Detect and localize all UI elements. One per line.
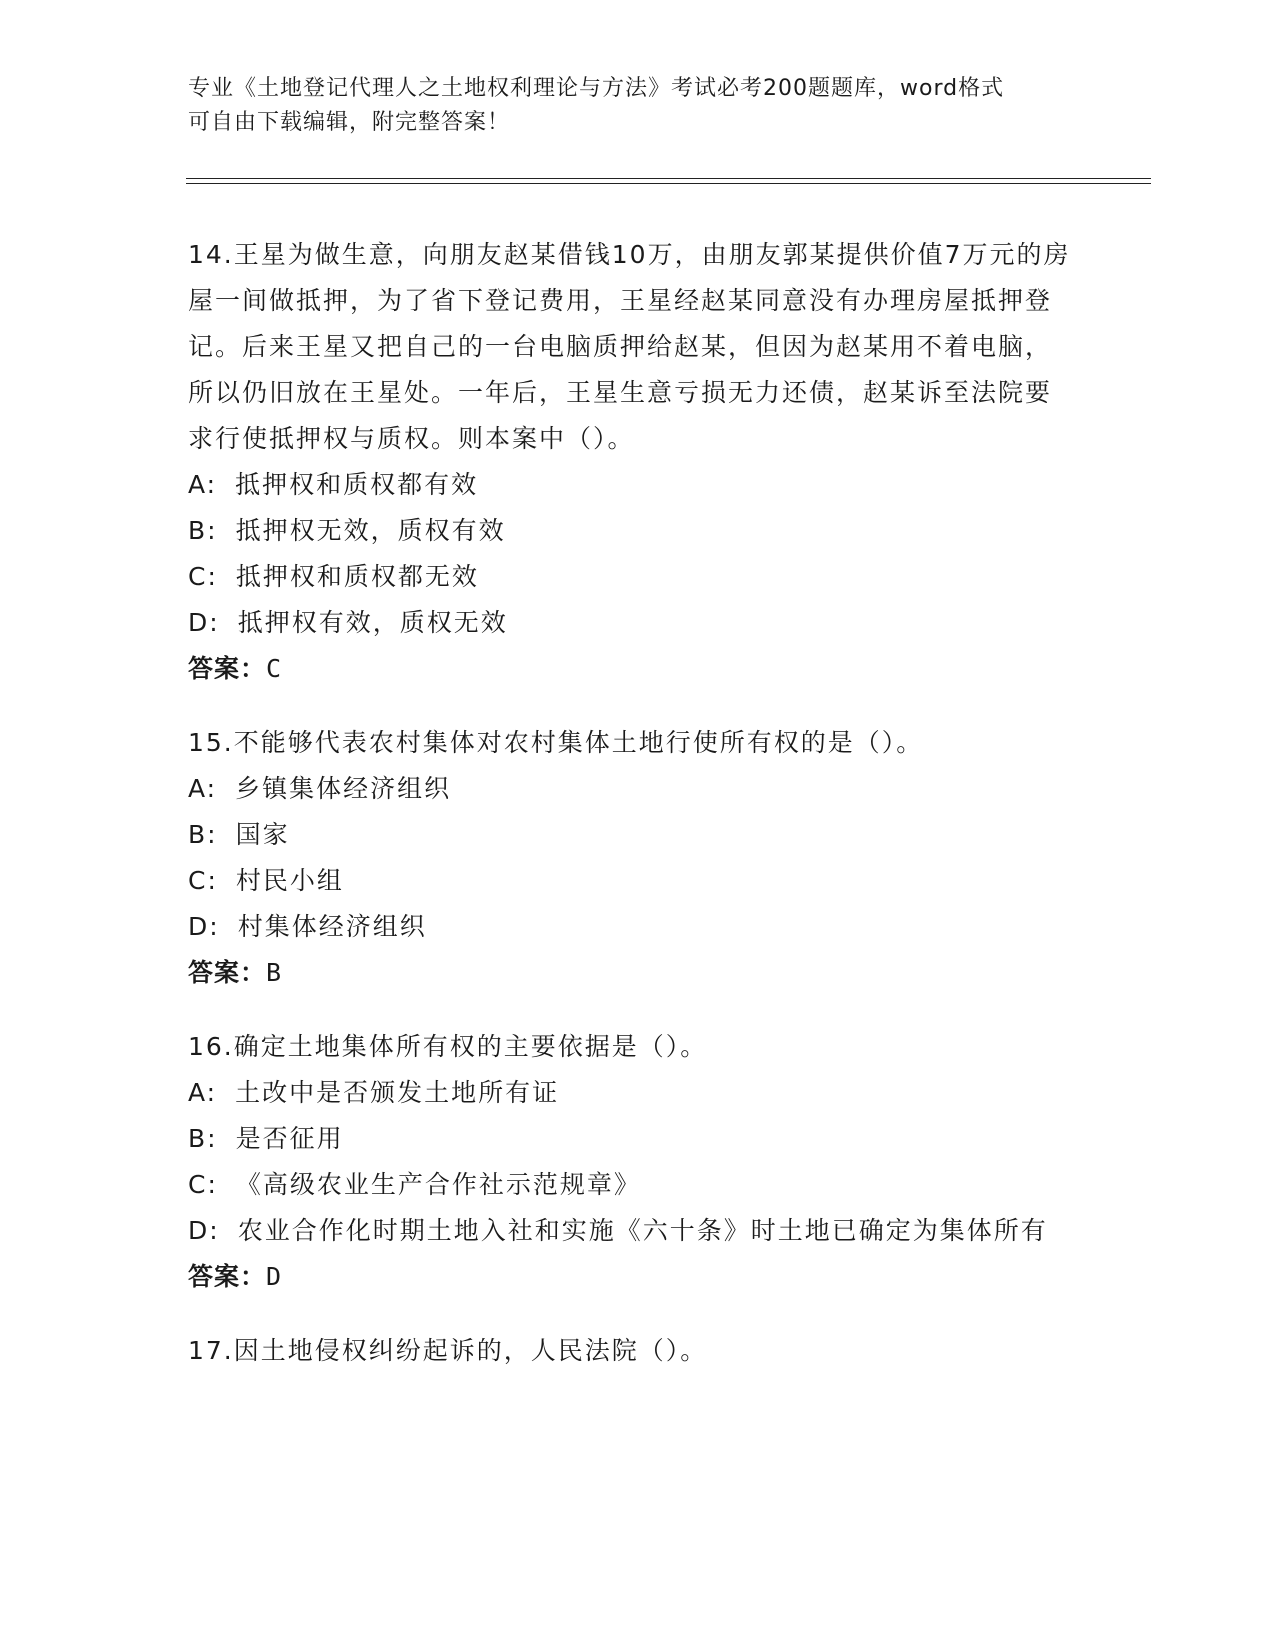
option-text: 国家 xyxy=(235,820,290,849)
question-16 xyxy=(188,1024,1078,1300)
option-d xyxy=(188,600,1078,646)
option-b xyxy=(188,508,1078,554)
answer-label: 答案： xyxy=(188,1262,267,1291)
option-c xyxy=(188,1162,1078,1208)
option-text: 村民小组 xyxy=(235,866,344,895)
answer-line xyxy=(188,1254,1078,1300)
header-line-2: 可自由下载编辑，附完整答案！ xyxy=(188,110,511,135)
option-c xyxy=(188,858,1078,904)
option-letter: D: xyxy=(188,1216,220,1245)
question-stem: 17.因土地侵权纠纷起诉的，人民法院（）。 xyxy=(188,1336,708,1365)
option-a xyxy=(188,766,1078,812)
question-15 xyxy=(188,720,1078,996)
header-divider-top xyxy=(186,178,1151,179)
option-text: 《高级农业生产合作社示范规章》 xyxy=(235,1170,641,1199)
question-stem: 15.不能够代表农村集体对农村集体土地行使所有权的是（）。 xyxy=(188,728,924,757)
option-text: 抵押权无效，质权有效 xyxy=(235,516,506,545)
option-text: 是否征用 xyxy=(235,1124,344,1153)
question-stem: 14.王星为做生意，向朋友赵某借钱10万，由朋友郭某提供价值7万元的房屋一间做抵押，为了省下登记费用，王星经赵某同意没有办理房屋抵押登记。后来王星又把自己的一台电脑质押给赵某，但因为赵某用不着电脑，所以仍旧放在王星处。一年后，王星生意亏损无力还债，赵某诉至法院要求行使抵押权与质权。则本案中（）。 xyxy=(188,240,1071,453)
answer-line xyxy=(188,950,1078,996)
question-14 xyxy=(188,232,1078,692)
option-letter: B: xyxy=(188,516,218,545)
option-text: 村集体经济组织 xyxy=(237,912,427,941)
answer-line xyxy=(188,646,1078,692)
option-d xyxy=(188,1208,1078,1254)
option-letter: D: xyxy=(188,912,220,941)
header-divider-bottom xyxy=(186,183,1151,184)
question-list xyxy=(188,232,1078,1402)
option-letter: D: xyxy=(188,608,220,637)
option-text: 乡镇集体经济组织 xyxy=(235,774,452,803)
answer-label: 答案： xyxy=(188,654,267,683)
option-letter: B: xyxy=(188,1124,218,1153)
option-c xyxy=(188,554,1078,600)
option-b xyxy=(188,1116,1078,1162)
question-stem: 16.确定土地集体所有权的主要依据是（）。 xyxy=(188,1032,708,1061)
option-letter: A: xyxy=(188,1078,218,1107)
option-a xyxy=(188,1070,1078,1116)
answer-value: D xyxy=(266,1262,282,1291)
option-text: 抵押权和质权都有效 xyxy=(235,470,479,499)
option-d xyxy=(188,904,1078,950)
option-text: 抵押权和质权都无效 xyxy=(235,562,479,591)
option-letter: C: xyxy=(188,1170,218,1199)
option-text: 土改中是否颁发土地所有证 xyxy=(235,1078,560,1107)
answer-value: B xyxy=(266,958,282,987)
question-17 xyxy=(188,1328,1078,1374)
document-header xyxy=(188,72,1068,140)
answer-value: C xyxy=(266,654,282,683)
option-a xyxy=(188,462,1078,508)
option-text: 抵押权有效，质权无效 xyxy=(237,608,508,637)
option-text: 农业合作化时期土地入社和实施《六十条》时土地已确定为集体所有 xyxy=(237,1216,1048,1245)
answer-label: 答案： xyxy=(188,958,267,987)
option-letter: A: xyxy=(188,470,218,499)
option-letter: B: xyxy=(188,820,218,849)
option-letter: A: xyxy=(188,774,218,803)
option-letter: C: xyxy=(188,562,218,591)
option-b xyxy=(188,812,1078,858)
header-line-1: 专业《土地登记代理人之土地权利理论与方法》考试必考200题题库，word格式 xyxy=(188,76,1005,101)
option-letter: C: xyxy=(188,866,218,895)
